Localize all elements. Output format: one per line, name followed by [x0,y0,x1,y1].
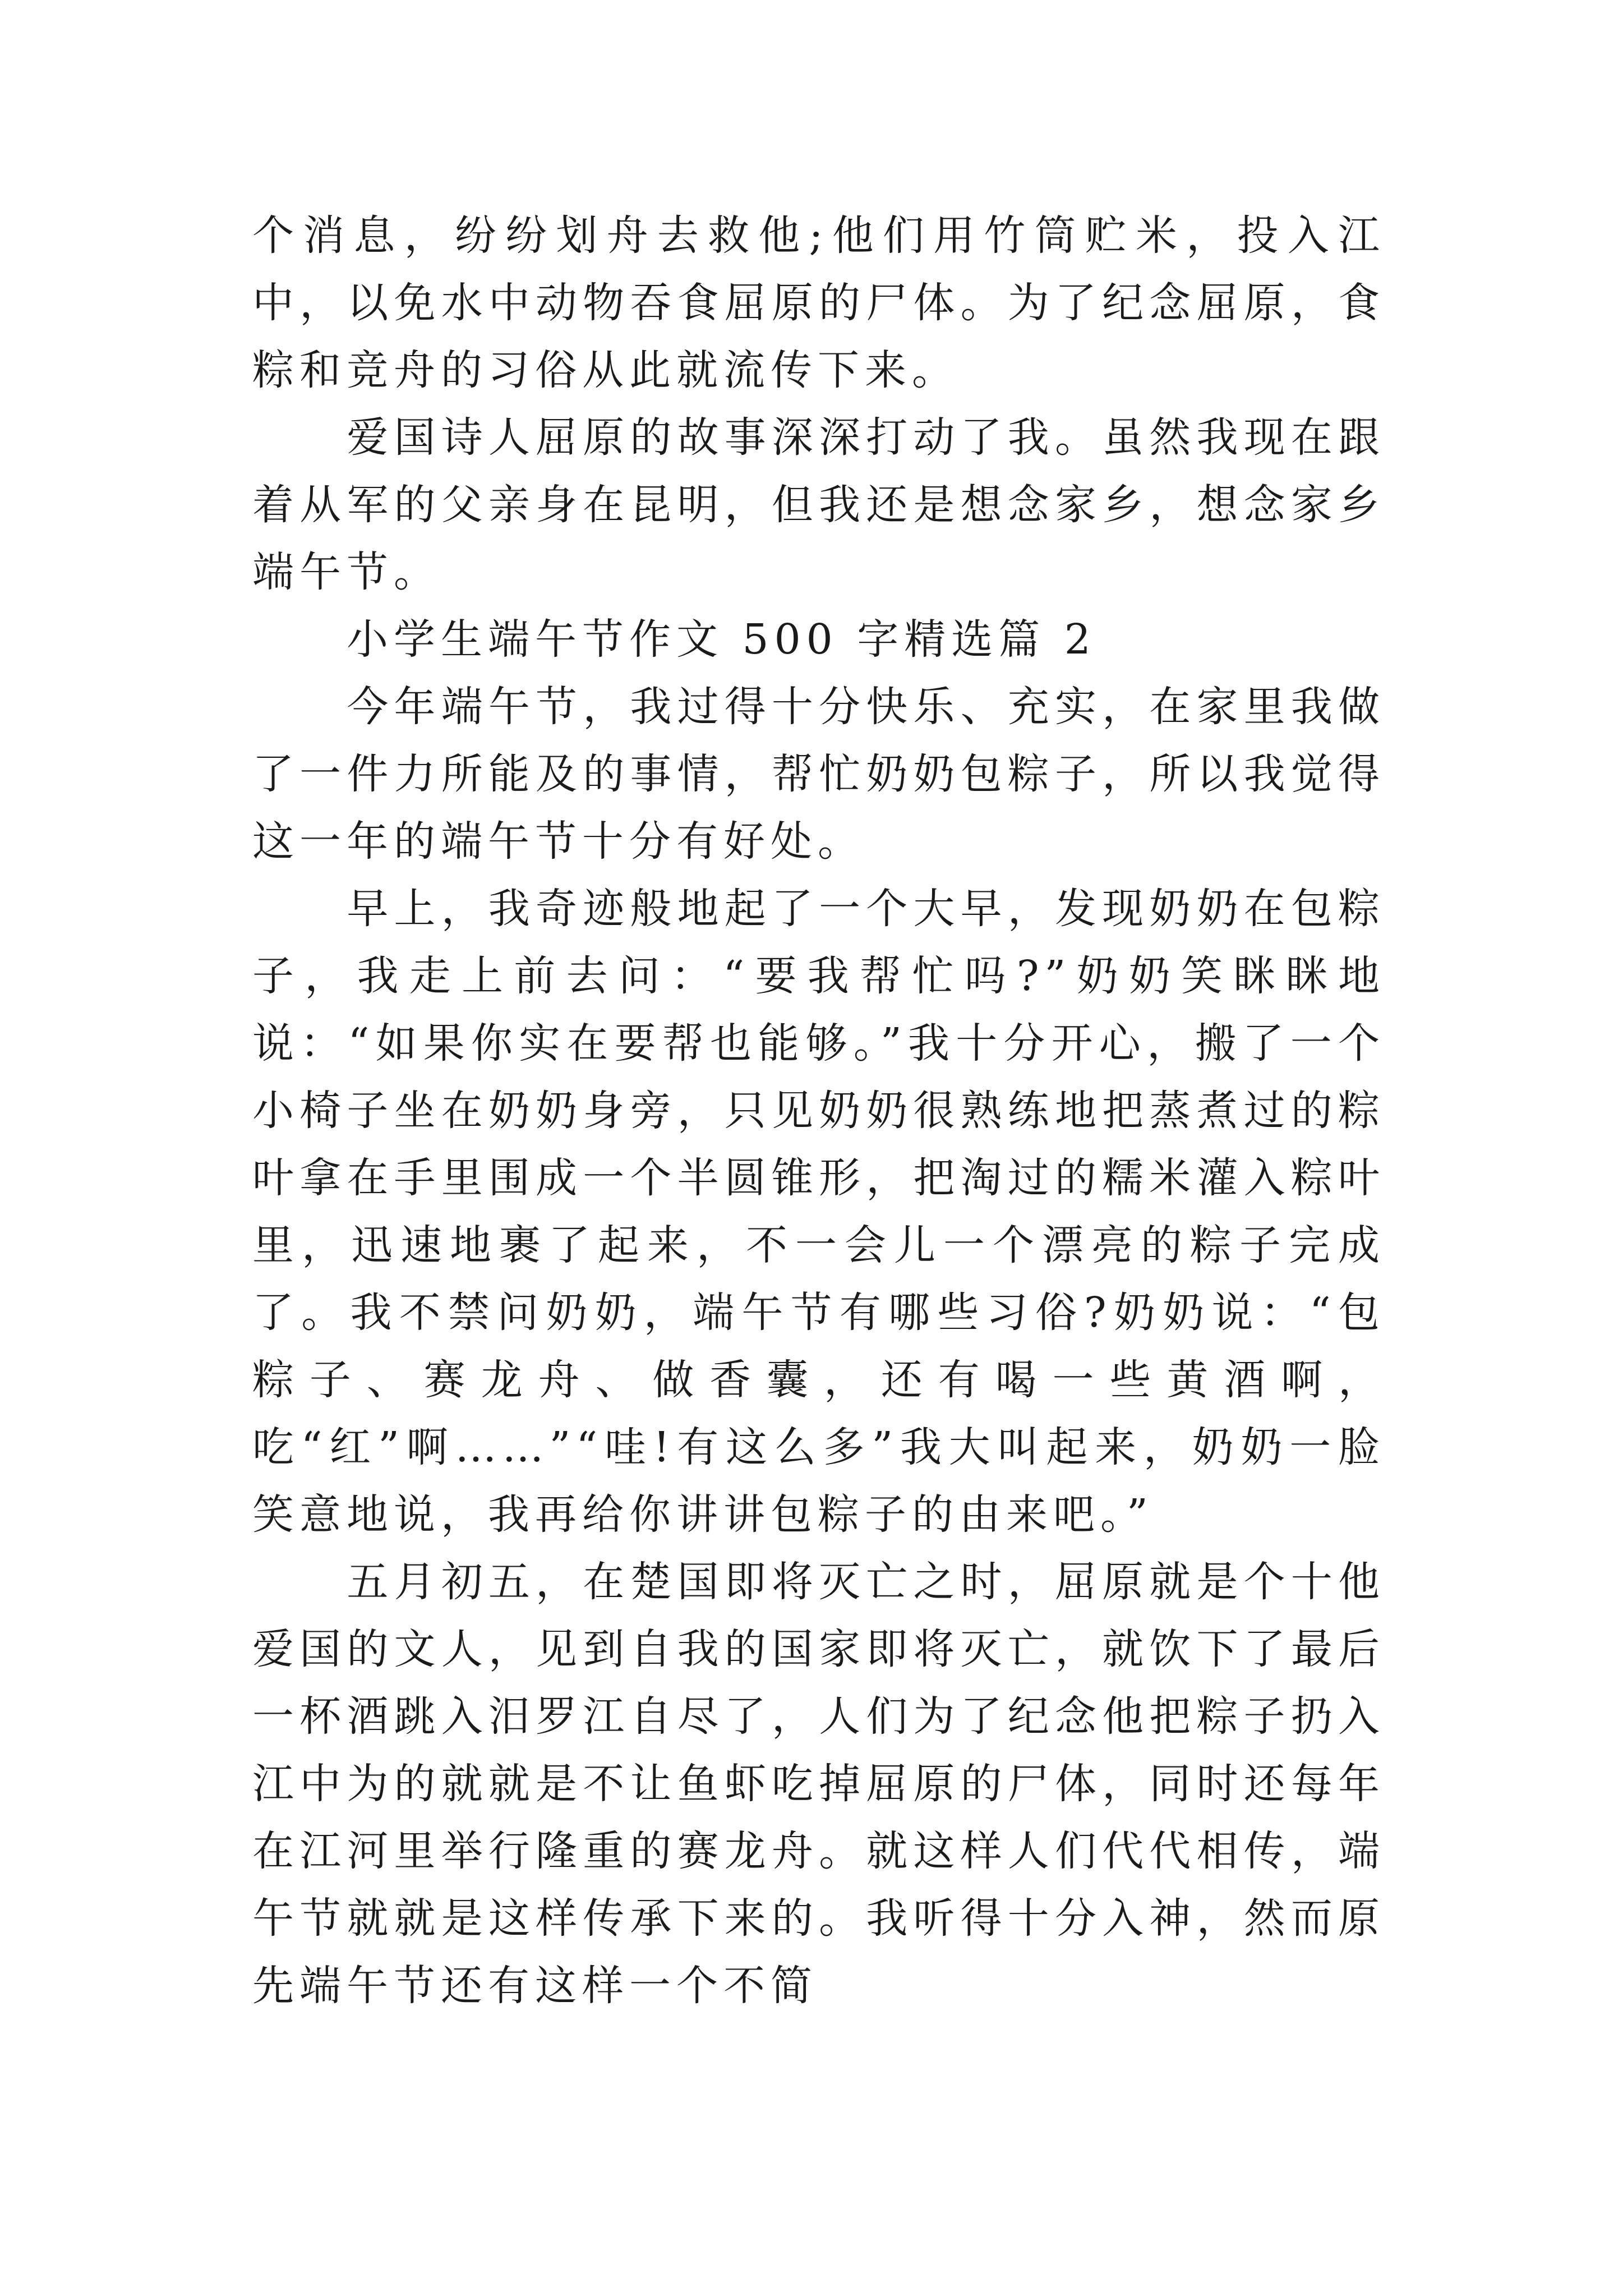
paragraph-patriotic-poet: 爱国诗人屈原的故事深深打动了我。虽然我现在跟着从军的父亲身在昆明，但我还是想念家乡，想念家乡端午节。 [252,413,1385,596]
paragraph-fifth-day: 五月初五，在楚国即将灭亡之时，屈原就是个十他爱国的文人，见到自我的国家即将灭亡，就饮下了最后一杯酒跳入汨罗江自尽了，人们为了纪念他把粽子扔入江中为的就就是不让鱼虾吃掉屈原的尸体，同时还每年在江河里举行隆重的赛龙舟。就这样人们代代相传，端午节就就是这样传承下来的。我听得十分入神，然而原先端午节还有这样一个不简 [252,1558,1385,2010]
paragraph-morning: 早上，我奇迹般地起了一个大早，发现奶奶在包粽子，我走上前去问：“要我帮忙吗?”奶奶笑眯眯地说：“如果你实在要帮也能够。”我十分开心，搬了一个小椅子坐在奶奶身旁，只见奶奶很熟练地把蒸煮过的粽叶拿在手里围成一个半圆锥形，把淘过的糯米灌入粽叶里，迅速地裹了起来，不一会儿一个漂亮的粽子完成了。我不禁问奶奶，端午节有哪些习俗?奶奶说：“包粽子、赛龙舟、做香囊，还有喝一些黄酒啊，吃“红”啊……”“哇!有这么多”我大叫起来，奶奶一脸笑意地说，我再给你讲讲包粽子的由来吧。” [252,885,1385,1539]
paragraph-this-year: 今年端午节，我过得十分快乐、充实，在家里我做了一件力所能及的事情，帮忙奶奶包粽子，所以我觉得这一年的端午节十分有好处。 [252,683,1385,866]
paragraph-continued: 个消息，纷纷划舟去救他;他们用竹筒贮米，投入江中，以免水中动物吞食屈原的尸体。为了纪念屈原，食粽和竞舟的习俗从此就流传下来。 [252,211,1385,394]
document-body [252,202,1385,2019]
section-heading: 小学生端午节作文 500 字精选篇 2 [252,615,1096,664]
